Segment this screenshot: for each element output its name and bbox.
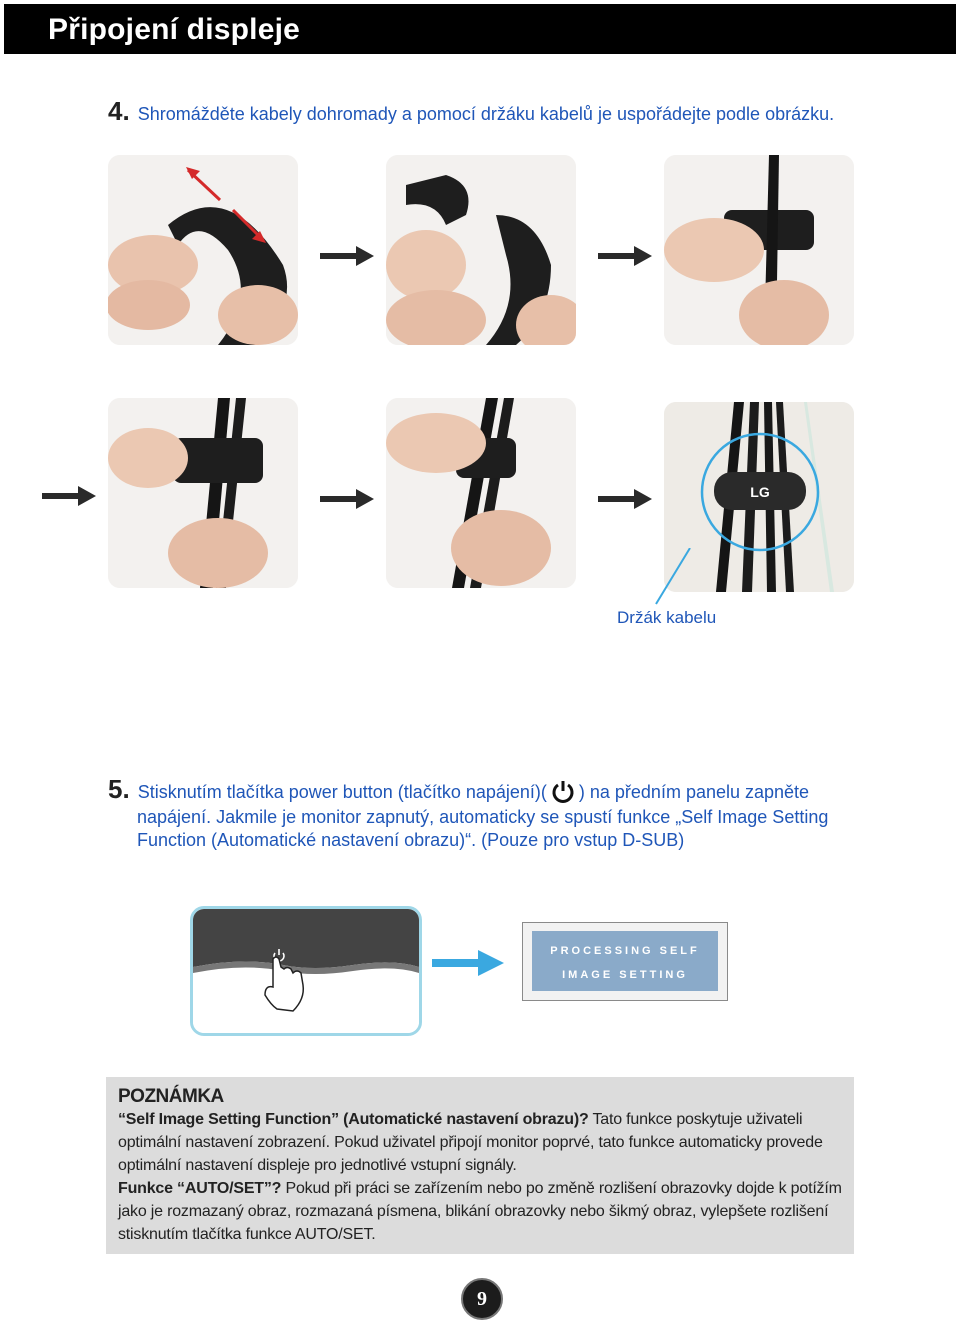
photo-insert-cable	[664, 155, 854, 345]
step-5	[108, 774, 868, 852]
callout-line	[620, 548, 700, 608]
note-question-1: “Self Image Setting Function” (Automatické nastavení obrazu)?	[118, 1111, 589, 1128]
step-5-line3: Function (Automatické nastavení obrazu)“. (Pouze pro vstup D-SUB)	[137, 830, 685, 850]
note-box	[106, 1077, 854, 1254]
note-paragraph-2	[118, 1177, 842, 1246]
step-4	[108, 96, 834, 127]
note-paragraph-1	[118, 1108, 842, 1177]
power-icon	[549, 778, 577, 806]
osd-line-1: PROCESSING SELF	[550, 945, 700, 957]
lg-logo: LG	[750, 484, 770, 500]
arrow-right-icon	[598, 489, 652, 509]
page-title: Připojení displeje	[48, 13, 300, 46]
step-5-line2: napájení. Jakmile je monitor zapnutý, automaticky se spustí funkce „Self Image Setting	[137, 807, 829, 827]
arrow-right-icon	[320, 489, 374, 509]
arrow-right-icon	[432, 950, 504, 976]
note-answer-2: Pokud při práci se zařízením nebo po změně rozlišení obrazovky dojde k potížím jako je rozmazaný obraz, rozmazaná písmena, blikání obrazovky nebo šikmý obraz, vylepšete rozlišení stisknutím tlačítka funkce AUTO/SET.	[118, 1180, 842, 1243]
step-5-number: 5.	[108, 774, 130, 804]
arrow-right-icon	[320, 246, 374, 266]
arrow-right-icon	[598, 246, 652, 266]
arrow-right-icon	[42, 486, 96, 506]
page-number: 9	[461, 1278, 503, 1320]
photo-close-holder	[386, 398, 576, 588]
step-5-line1a: Stisknutím tlačítka power button (tlačítko napájení)(	[137, 782, 547, 802]
note-answer-1: Tato funkce poskytuje uživateli optimální nastavení zobrazení. Pokud uživatel připojí monitor poprvé, tato funkce automaticky provede optimální nastavení displeje pro jednotlivé vstupní signály.	[118, 1111, 823, 1174]
photo-clip-cables	[108, 398, 298, 588]
monitor-power-illustration	[190, 906, 422, 1036]
photo-open-holder	[108, 155, 298, 345]
note-question-2: Funkce “AUTO/SET”?	[118, 1180, 282, 1197]
step-4-text: Shromážděte kabely dohromady a pomocí držáku kabelů je uspořádejte podle obrázku.	[137, 104, 835, 124]
osd-message	[532, 931, 718, 991]
step-4-number: 4.	[108, 96, 130, 126]
step-5-line1b: ) na předním panelu zapněte	[578, 782, 810, 802]
note-title: POZNÁMKA	[118, 1086, 224, 1107]
photo-separate-holder	[386, 155, 576, 345]
cable-holder-label: Držák kabelu	[617, 608, 717, 627]
osd-line-2: IMAGE SETTING	[562, 969, 688, 981]
page-header	[4, 4, 956, 54]
osd-screen	[522, 922, 728, 1001]
